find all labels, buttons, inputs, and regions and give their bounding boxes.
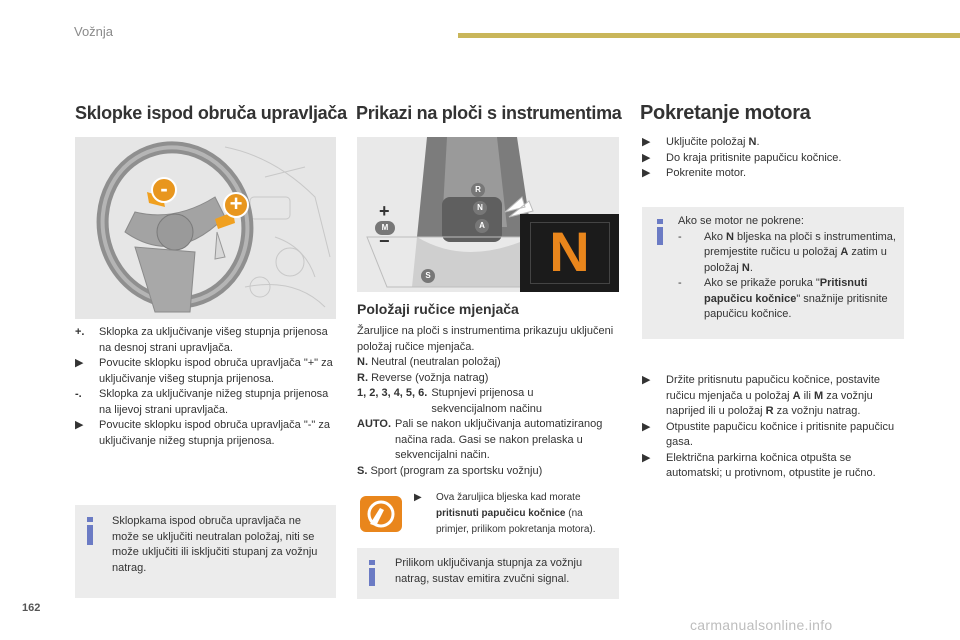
col2-warning-text: ▶ Ova žaruljica bljeska kad morate pritisnuti papučicu kočnice (na primjer, prilikom pokretanja motora). [414,492,596,535]
col2-info-text: Prilikom uključivanja stupnja za vožnju natrag, sustav emitira zvučni signal. [395,557,583,585]
list-item: ▶ Do kraja pritisnite papučicu kočnice. [642,151,904,167]
col2-title: Prikazi na ploči s instrumentima [356,103,622,123]
bullet-icon: ▶ [642,167,651,179]
col2-text: Žaruljice na ploči s instrumentima prikazuju uključeni položaj ručice mjenjača. N. Neutral (neutralan položaj) R. Reverse (vožnja natrag) 1, 2, 3, 4, 5, 6. Stupnjevi prijenosa u sekvencijalnom načinu AUTO. Pali se nakon uključivanja automatiziranog načina rada. Gasi se nakon prelaska u sekvencijalni način. S. Sport (program za sportsku vožnju) [357,324,619,479]
brake-warning-icon [360,496,402,532]
steering-wheel-illustration [75,137,336,319]
col2-info-box [357,548,619,599]
col2-subtitle: Položaji ručice mjenjača [357,301,519,317]
col3-steps2 [642,373,904,482]
bullet-icon: ▶ [642,374,651,386]
info-icon [87,525,93,545]
list-item: - Ako N bljeska na ploči s instrumentima, premjestite ručicu u položaj A zatim u položaj N. [678,230,896,274]
bullet-icon: ▶ [642,420,651,433]
minus-paddle-badge: - [151,177,177,203]
list-item: - Ako se prikaže poruka "Pritisnuti papučicu kočnice" snažnije pritisnite papučicu kočnice. [678,277,888,320]
steering-wheel-svg [75,137,336,319]
gear-m-badge: M [375,221,395,235]
bullet-icon: ▶ [642,451,651,464]
list-item: ▶ Uključite položaj N. [642,135,904,151]
display-letter: N [549,220,590,283]
gear-a-badge: A [475,219,489,233]
page-number: 162 [22,602,41,614]
plus-paddle-badge: + [223,192,249,218]
list-item: S. Sport (program za sportsku vožnju) [357,464,543,477]
list-item: ▶ Povucite sklopku ispod obruča upravljača "-" za uključivanje nižeg stupnja prijenosa. [75,418,337,449]
gear-minus-label: − [379,231,390,251]
list-item: +. Sklopka za uključivanje višeg stupnja prijenosa na desnoj strani upravljača. [75,326,328,354]
header-accent-bar [458,33,960,38]
list-item: 1, 2, 3, 4, 5, 6. Stupnjevi prijenosa u sekvencijalnom načinu [357,387,542,415]
list-item: N. Neutral (neutralan položaj) [357,356,501,368]
gear-plus-label: + [379,201,390,221]
list-item: ▶ Električna parkirna kočnica otpušta se automatski; u protivnom, otpustite je ručno. [642,451,904,482]
gear-s-badge: S [421,269,435,283]
list-item: ▶ Držite pritisnutu papučicu kočnice, postavite ručicu mjenjača u položaj A ili M za vožnju naprijed ili u položaj R za vožnju natrag. [642,373,904,420]
bullet-icon: ▶ [414,492,422,503]
col1-info-box [75,505,336,598]
col1-text [75,325,337,449]
watermark: carmanualsonline.info [690,617,833,633]
brake-pedal-icon [360,496,402,532]
list-item: ▶ Pokrenite motor. [642,166,904,182]
info-icon [369,568,375,586]
list-item: AUTO. Pali se nakon uključivanja automatiziranog načina rada. Gasi se nakon prelaska u sekvencijalni način. [357,418,603,461]
instrument-display [520,214,619,292]
gear-r-badge: R [471,183,485,197]
list-item: ▶ Povucite sklopku ispod obruča upravljača "+" za uključivanje višeg stupnja prijenosa. [75,356,337,387]
col3-info-box: Ako se motor ne pokrene: - Ako N bljeska na ploči s instrumentima, premjestite ručicu u položaj A zatim u položaj N. - Ako se prikaže poruka "Pritisnuti papučicu kočnice" snažnije pritisnite papučicu kočnice. [642,207,904,339]
col1-title: Sklopke ispod obruča upravljača [75,103,347,123]
bullet-icon: ▶ [642,151,651,164]
bullet-icon: ▶ [642,136,651,148]
col3-steps [642,135,904,182]
list-item: -. Sklopka za uključivanje nižeg stupnja prijenosa na lijevoj strani upravljača. [75,388,329,416]
header-title: Vožnja [74,24,114,39]
col1-info-text: Sklopkama ispod obruča upravljača ne može se uključiti neutralan položaj, niti se može uključiti ili isključiti stupanj za vožnju natrag. [112,515,318,574]
col3-title: Pokretanje motora [640,102,811,124]
info-icon [657,227,663,245]
gear-n-badge: N [473,201,487,215]
list-item: ▶ Otpustite papučicu kočnice i pritisnite papučicu gasa. [642,420,904,451]
list-item: R. Reverse (vožnja natrag) [357,371,489,384]
bullet-icon: ▶ [75,419,84,431]
bullet-icon: ▶ [75,357,84,369]
